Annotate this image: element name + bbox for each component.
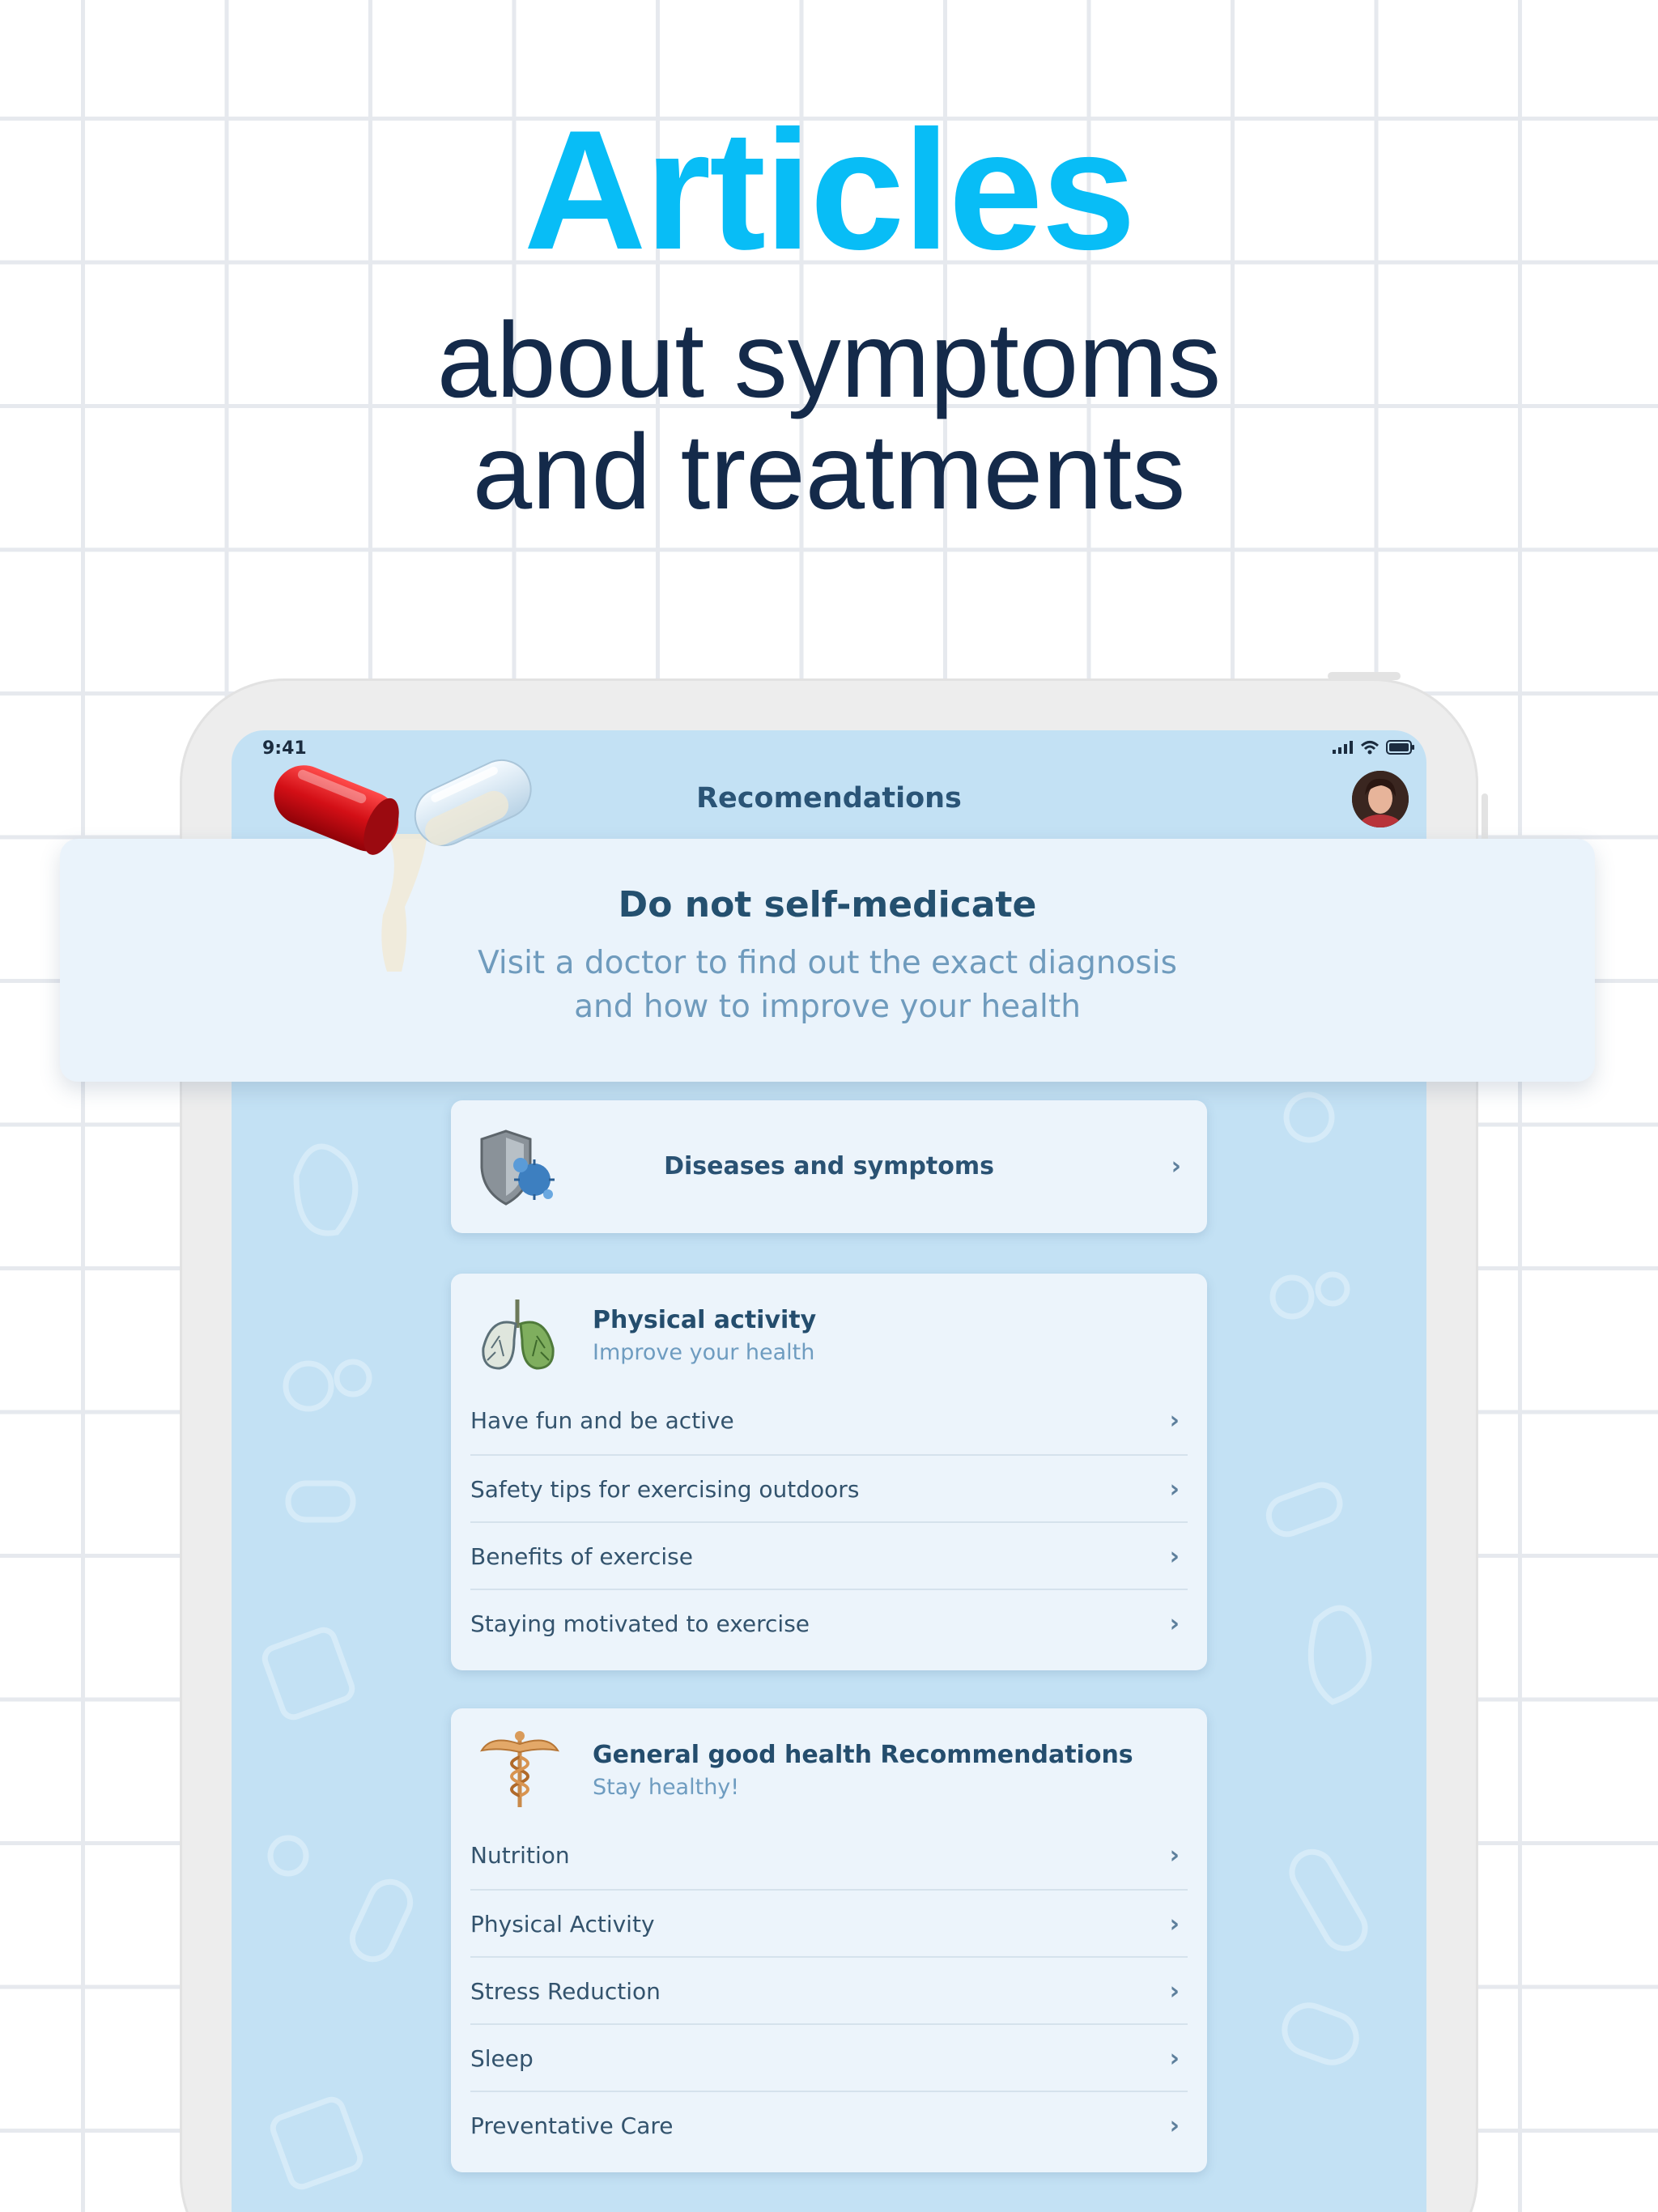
battery-icon	[1386, 740, 1415, 755]
list-item-label: Benefits of exercise	[470, 1543, 693, 1570]
chevron-right-icon: ›	[1169, 1542, 1180, 1571]
list-item-label: Sleep	[470, 2045, 534, 2072]
list-item[interactable]	[470, 1387, 1188, 1454]
list-item-label: Have fun and be active	[470, 1407, 734, 1434]
caduceus-icon	[475, 1726, 564, 1815]
general-health-header	[451, 1708, 1207, 1822]
tablet-top-button	[1328, 672, 1401, 680]
chevron-right-icon: ›	[1169, 1910, 1180, 1938]
chevron-right-icon: ›	[1169, 1406, 1180, 1435]
diseases-symptoms-label: Diseases and symptoms	[664, 1152, 994, 1180]
user-avatar-icon	[1352, 771, 1409, 827]
list-item[interactable]	[470, 2091, 1188, 2158]
headline-subtitle-line2: and treatments	[472, 412, 1186, 531]
list-item[interactable]	[470, 1889, 1188, 1956]
wifi-icon	[1360, 740, 1380, 755]
lungs-icon	[475, 1291, 564, 1380]
list-item-label: Preventative Care	[470, 2112, 674, 2139]
list-item[interactable]	[470, 1822, 1188, 1889]
headline	[0, 95, 1658, 531]
physical-activity-subtitle: Improve your health	[593, 1340, 815, 1365]
chevron-right-icon: ›	[1171, 1152, 1181, 1180]
general-health-subtitle: Stay healthy!	[593, 1775, 740, 1800]
diseases-symptoms-card[interactable]	[451, 1100, 1207, 1233]
general-health-list	[451, 1822, 1207, 2158]
list-item-label: Staying motivated to exercise	[470, 1610, 810, 1637]
general-health-title: General good health Recommendations	[593, 1741, 1133, 1769]
banner-text-line1: Visit a doctor to find out the exact diagnosis	[478, 945, 1177, 981]
headline-title: Articles	[523, 95, 1135, 285]
list-item-label: Physical Activity	[470, 1911, 655, 1938]
chevron-right-icon: ›	[1169, 2112, 1180, 2140]
chevron-right-icon: ›	[1169, 1841, 1180, 1870]
banner-text-line2: and how to improve your health	[574, 989, 1081, 1025]
pill-capsule-icon	[266, 745, 541, 980]
banner-title: Do not self-medicate	[618, 884, 1037, 925]
nav-title: Recomendations	[696, 782, 962, 815]
list-item[interactable]	[470, 1454, 1188, 1521]
physical-activity-header	[451, 1274, 1207, 1387]
general-health-card	[451, 1708, 1207, 2172]
status-time: 9:41	[262, 738, 307, 759]
avatar[interactable]	[1352, 771, 1409, 827]
list-item[interactable]	[470, 1589, 1188, 1656]
chevron-right-icon: ›	[1169, 1977, 1180, 2006]
list-item[interactable]	[470, 2023, 1188, 2091]
list-item[interactable]	[470, 1956, 1188, 2023]
headline-subtitle-line1: about symptoms	[436, 300, 1222, 419]
signal-icon	[1333, 741, 1354, 754]
list-item[interactable]	[470, 1521, 1188, 1589]
list-item-label: Nutrition	[470, 1842, 570, 1869]
physical-activity-list	[451, 1387, 1207, 1656]
list-item-label: Safety tips for exercising outdoors	[470, 1476, 860, 1503]
chevron-right-icon: ›	[1169, 1610, 1180, 1638]
chevron-right-icon: ›	[1169, 1475, 1180, 1504]
list-item-label: Stress Reduction	[470, 1978, 661, 2005]
physical-activity-card	[451, 1274, 1207, 1670]
status-icons	[1333, 740, 1415, 755]
physical-activity-title: Physical activity	[593, 1306, 817, 1334]
chevron-right-icon: ›	[1169, 2044, 1180, 2073]
